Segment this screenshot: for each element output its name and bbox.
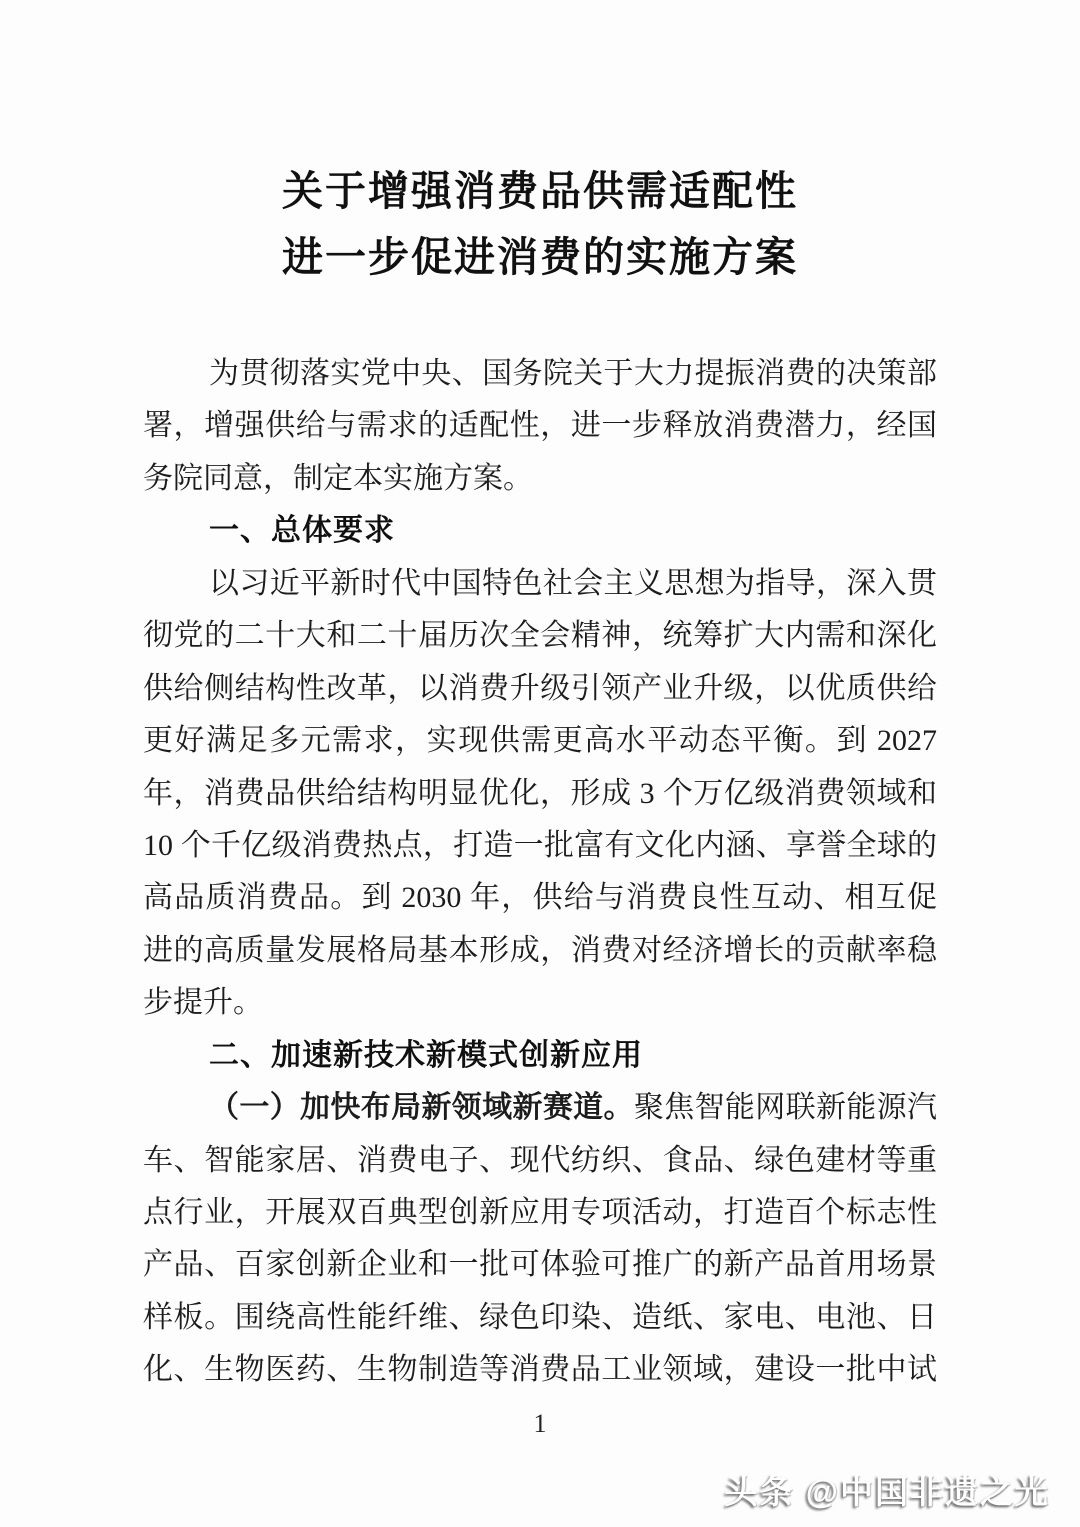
paragraph-line: 点行业，开展双百典型创新应用专项活动，打造百个标志性 (143, 1196, 937, 1229)
section-heading-1: 一、总体要求 (209, 514, 395, 548)
paragraph-line: 务院同意，制定本实施方案。 (143, 461, 533, 495)
paragraph-line: 为贯彻落实党中央、国务院关于大力提振消费的决策部 (209, 357, 937, 390)
paragraph-line: 步提升。 (143, 986, 263, 1020)
paragraph-text: 聚焦智能网联新能源汽 (633, 1091, 937, 1125)
section-heading-2: 二、加速新技术新模式创新应用 (209, 1038, 643, 1072)
paragraph-line: 年，消费品供给结构明显优化，形成 3 个万亿级消费领域和 (143, 776, 937, 810)
subsection-lead: （一）加快布局新领域新赛道。 (209, 1091, 634, 1125)
paragraph-line: 化、生物医药、生物制造等消费品工业领域，建设一批中试 (143, 1353, 937, 1387)
document-title-line-1: 关于增强消费品供需适配性 (282, 168, 798, 214)
paragraph-line: 彻党的二十大和二十届历次全会精神，统筹扩大内需和深化 (143, 619, 937, 653)
page-number: 1 (533, 1408, 547, 1438)
paragraph-line (143, 1082, 937, 1134)
watermark-text: 头条 @中国非遗之光 (724, 1473, 1050, 1510)
paragraph-line: 10 个千亿级消费热点，打造一批富有文化内涵、享誉全球的 (143, 828, 937, 862)
document-title (143, 158, 937, 290)
document-body (143, 348, 937, 1397)
paragraph-line: 进的高质量发展格局基本形成，消费对经济增长的贡献率稳 (143, 933, 937, 967)
paragraph-line: 样板。围绕高性能纤维、绿色印染、造纸、家电、电池、日 (143, 1300, 937, 1334)
paragraph-line: 署，增强供给与需求的适配性，进一步释放消费潜力，经国 (143, 409, 937, 443)
paragraph-line: 产品、百家创新企业和一批可体验可推广的新产品首用场景 (143, 1248, 937, 1282)
paragraph-line: 车、智能家居、消费电子、现代纺织、食品、绿色建材等重 (143, 1143, 937, 1177)
document-title-line-2: 进一步促进消费的实施方案 (282, 234, 798, 280)
paragraph-line: 供给侧结构性改革，以消费升级引领产业升级，以优质供给 (143, 671, 937, 705)
paragraph-line: 高品质消费品。到 2030 年，供给与消费良性互动、相互促 (143, 881, 937, 915)
paragraph-line: 以习近平新时代中国特色社会主义思想为指导，深入贯 (209, 566, 937, 600)
paragraph-line: 更好满足多元需求，实现供需更高水平动态平衡。到 2027 (143, 724, 937, 758)
